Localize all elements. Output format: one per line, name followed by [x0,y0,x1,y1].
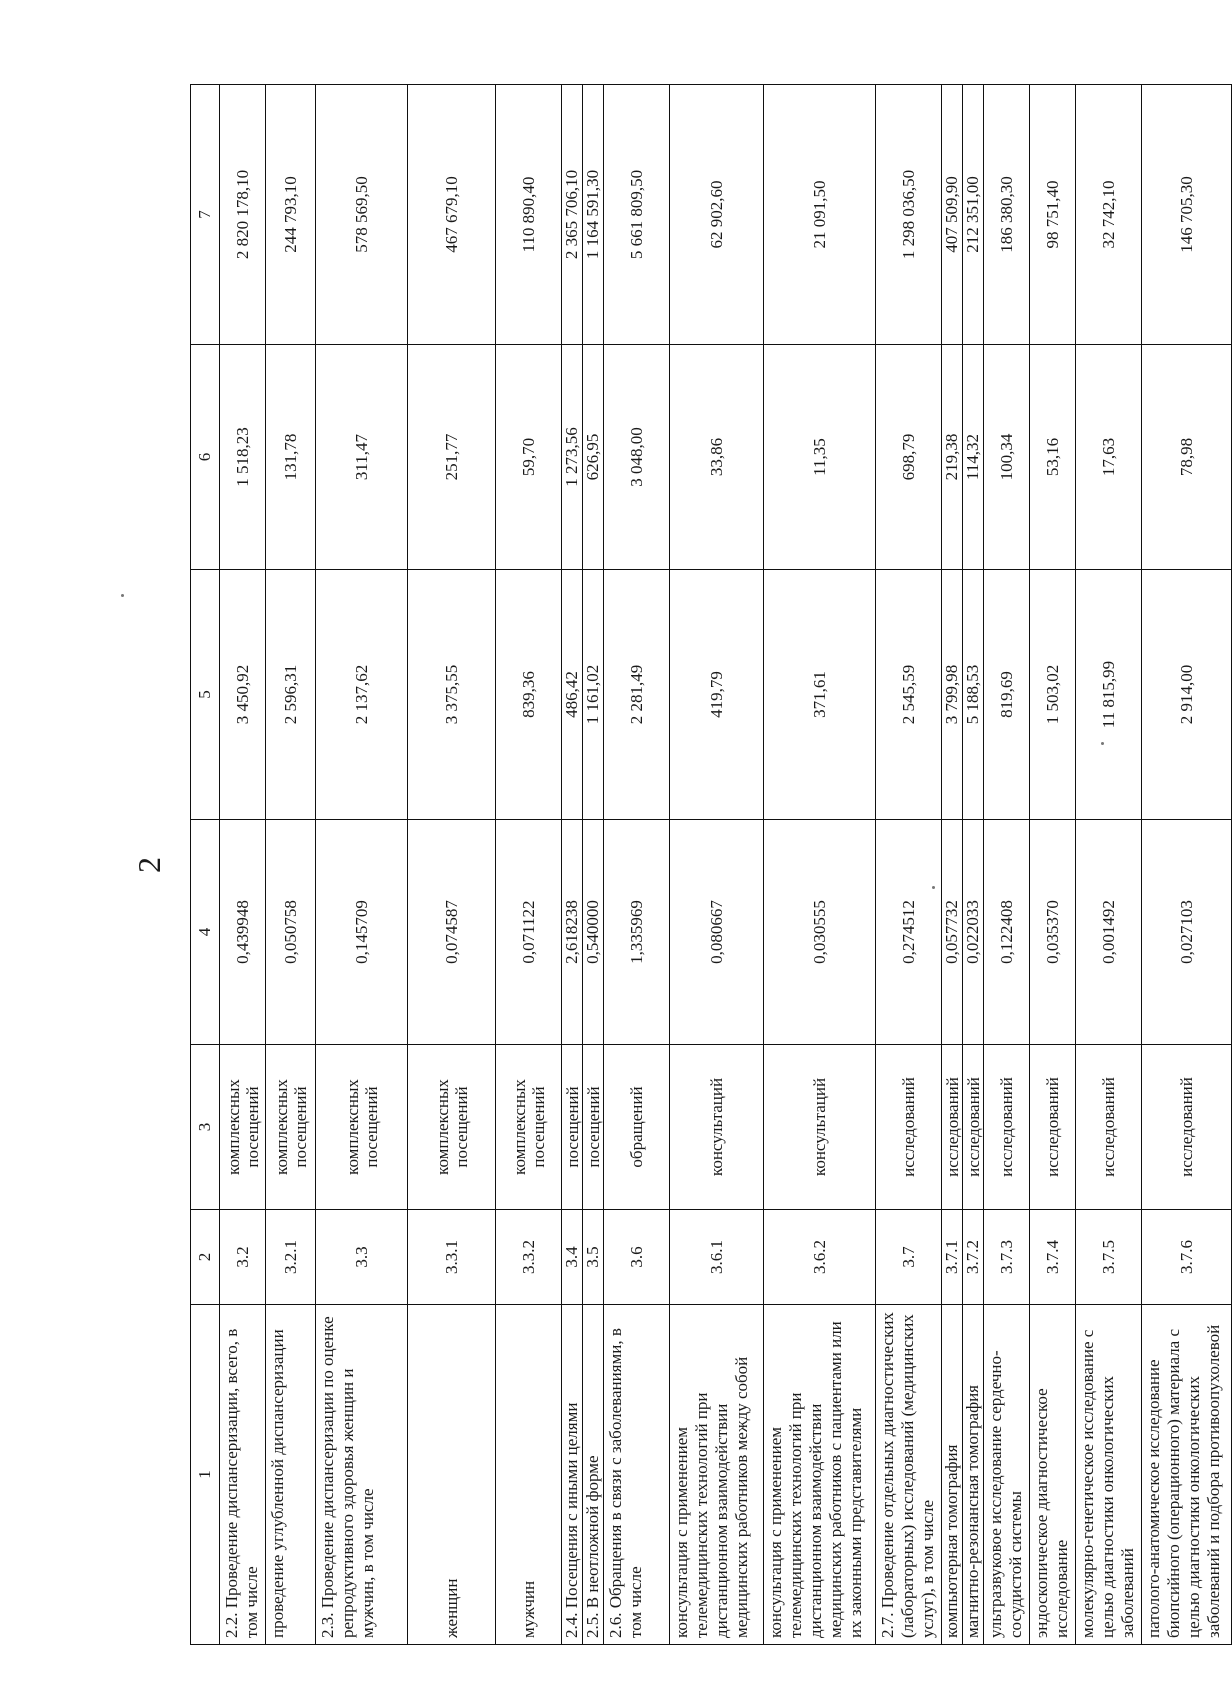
row-code: 3.7.5 [1076,1210,1142,1305]
row-value-4: 0,074587 [408,820,496,1045]
row-value-7: 32 742,10 [1076,85,1142,345]
row-unit: исследований [1076,1045,1142,1210]
column-header: 7 [191,85,220,345]
row-value-5: 2 281,49 [604,570,670,820]
rotated-page [122,85,1223,1645]
table-row [496,85,562,1645]
column-header: 1 [191,1305,220,1645]
row-unit: консультаций [764,1045,876,1210]
table-row [1142,85,1232,1645]
row-code: 3.7.4 [1030,1210,1076,1305]
row-unit: исследований [942,1045,963,1210]
row-value-4: 1,335969 [604,820,670,1045]
row-value-7: 146 705,30 [1142,85,1232,345]
row-code: 3.3.2 [496,1210,562,1305]
scan-speck [932,886,935,889]
row-value-5: 2 596,31 [266,570,316,820]
row-name: компьютерная томография [942,1305,963,1645]
row-name: консультация с применением телемедицинских технологий при дистанционном взаимодействии медицинских работников с пациентами или их законными представителями [764,1305,876,1645]
row-name: 2.7. Проведение отдельных диагностических (лабораторных) исследований (медицинских услуг), в том числе [876,1305,942,1645]
table-row [764,85,876,1645]
row-value-4: 0,071122 [496,820,562,1045]
table-row [1030,85,1076,1645]
row-value-6: 59,70 [496,345,562,570]
column-header: 4 [191,820,220,1045]
row-code: 3.3 [316,1210,408,1305]
row-value-6: 626,95 [583,345,604,570]
table-row [408,85,496,1645]
row-value-5: 2 545,59 [876,570,942,820]
table-row [316,85,408,1645]
row-value-5: 419,79 [670,570,764,820]
row-unit: обращений [604,1045,670,1210]
row-value-5: 486,42 [562,570,583,820]
row-code: 3.6 [604,1210,670,1305]
row-value-7: 186 380,30 [984,85,1030,345]
row-name: эндоскопическое диагностическое исследование [1030,1305,1076,1645]
column-header: 5 [191,570,220,820]
row-code: 3.7.2 [963,1210,984,1305]
row-name: консультация с применением телемедицинских технологий при дистанционном взаимодействии медицинских работников между собой [670,1305,764,1645]
row-value-4: 0,027103 [1142,820,1232,1045]
row-value-5: 1 161,02 [583,570,604,820]
row-unit: консультаций [670,1045,764,1210]
row-value-7: 2 365 706,10 [562,85,583,345]
row-name: 2.5. В неотложной форме [583,1305,604,1645]
row-value-6: 11,35 [764,345,876,570]
row-unit: комплексных посещений [266,1045,316,1210]
row-unit: исследований [1030,1045,1076,1210]
row-value-5: 2 914,00 [1142,570,1232,820]
row-value-4: 0,145709 [316,820,408,1045]
row-value-6: 251,77 [408,345,496,570]
row-value-4: 0,022033 [963,820,984,1045]
row-unit: комплексных посещений [220,1045,266,1210]
row-value-4: 0,540000 [583,820,604,1045]
table-row [562,85,583,1645]
row-value-6: 311,47 [316,345,408,570]
column-number-row [191,85,220,1645]
row-code: 3.7.3 [984,1210,1030,1305]
column-header: 2 [191,1210,220,1305]
row-code: 3.2 [220,1210,266,1305]
row-value-7: 2 820 178,10 [220,85,266,345]
row-value-4: 0,001492 [1076,820,1142,1045]
row-value-7: 1 298 036,50 [876,85,942,345]
row-value-5: 3 799,98 [942,570,963,820]
row-code: 3.6.2 [764,1210,876,1305]
row-value-4: 0,122408 [984,820,1030,1045]
row-value-6: 1 518,23 [220,345,266,570]
row-value-4: 0,030555 [764,820,876,1045]
row-value-6: 33,86 [670,345,764,570]
row-value-7: 467 679,10 [408,85,496,345]
table-row [266,85,316,1645]
row-value-4: 0,050758 [266,820,316,1045]
row-name: женщин [408,1305,496,1645]
row-value-5: 3 450,92 [220,570,266,820]
row-value-4: 0,035370 [1030,820,1076,1045]
row-value-5: 1 503,02 [1030,570,1076,820]
column-header: 3 [191,1045,220,1210]
row-value-5: 11 815,99 [1076,570,1142,820]
row-value-6: 3 048,00 [604,345,670,570]
table-row [876,85,942,1645]
table-row [670,85,764,1645]
row-value-4: 0,080667 [670,820,764,1045]
row-value-7: 110 890,40 [496,85,562,345]
row-name: 2.4. Посещения с иными целями [562,1305,583,1645]
tariff-table [190,84,1232,1645]
row-code: 3.7.6 [1142,1210,1232,1305]
row-value-6: 53,16 [1030,345,1076,570]
row-value-7: 578 569,50 [316,85,408,345]
row-unit: комплексных посещений [316,1045,408,1210]
table-row [984,85,1030,1645]
row-unit: исследований [1142,1045,1232,1210]
row-value-6: 698,79 [876,345,942,570]
row-code: 3.7 [876,1210,942,1305]
row-name: мужчин [496,1305,562,1645]
row-code: 3.2.1 [266,1210,316,1305]
row-name: проведение углубленной диспансеризации [266,1305,316,1645]
row-code: 3.3.1 [408,1210,496,1305]
row-value-7: 1 164 591,30 [583,85,604,345]
row-value-5: 3 375,55 [408,570,496,820]
scan-speck [121,594,124,597]
row-code: 3.5 [583,1210,604,1305]
row-value-6: 114,32 [963,345,984,570]
row-unit: посещений [562,1045,583,1210]
row-code: 3.4 [562,1210,583,1305]
row-value-7: 244 793,10 [266,85,316,345]
row-unit: посещений [583,1045,604,1210]
row-unit: комплексных посещений [496,1045,562,1210]
row-unit: исследований [876,1045,942,1210]
table-row [583,85,604,1645]
row-name: патолого-анатомическое исследование биопсийного (операционного) материала с целью диагностики онкологических заболеваний и подбора противоопухолевой [1142,1305,1232,1645]
row-value-7: 5 661 809,50 [604,85,670,345]
row-value-4: 0,439948 [220,820,266,1045]
table-row [220,85,266,1645]
row-value-6: 100,34 [984,345,1030,570]
scan-speck [1101,742,1104,745]
row-name: 2.6. Обращения в связи с заболеваниями, в том числе [604,1305,670,1645]
row-value-6: 219,38 [942,345,963,570]
row-name: магнитно-резонансная томография [963,1305,984,1645]
row-value-7: 62 902,60 [670,85,764,345]
row-value-6: 17,63 [1076,345,1142,570]
row-value-4: 0,274512 [876,820,942,1045]
row-value-7: 98 751,40 [1030,85,1076,345]
row-name: 2.3. Проведение диспансеризации по оценке репродуктивного здоровья женщин и мужчин, в том числе [316,1305,408,1645]
row-value-5: 5 188,53 [963,570,984,820]
row-value-4: 0,057732 [942,820,963,1045]
table-row [604,85,670,1645]
row-name: молекулярно-генетическое исследование с целью диагностики онкологических заболеваний [1076,1305,1142,1645]
row-value-5: 371,61 [764,570,876,820]
row-unit: комплексных посещений [408,1045,496,1210]
table-row [963,85,984,1645]
row-unit: исследований [984,1045,1030,1210]
table-row [1076,85,1142,1645]
page-number: 2 [131,857,167,873]
row-value-7: 407 509,90 [942,85,963,345]
row-name: ультразвуковое исследование сердечно-сосудистой системы [984,1305,1030,1645]
row-value-7: 21 091,50 [764,85,876,345]
column-header: 6 [191,345,220,570]
row-value-6: 1 273,56 [562,345,583,570]
row-value-5: 2 137,62 [316,570,408,820]
row-value-5: 839,36 [496,570,562,820]
row-value-7: 212 351,00 [963,85,984,345]
row-value-4: 2,618238 [562,820,583,1045]
row-value-6: 78,98 [1142,345,1232,570]
row-value-6: 131,78 [266,345,316,570]
row-value-5: 819,69 [984,570,1030,820]
row-code: 3.7.1 [942,1210,963,1305]
table-row [942,85,963,1645]
row-code: 3.6.1 [670,1210,764,1305]
row-name: 2.2. Проведение диспансеризации, всего, в том числе [220,1305,266,1645]
row-unit: исследований [963,1045,984,1210]
